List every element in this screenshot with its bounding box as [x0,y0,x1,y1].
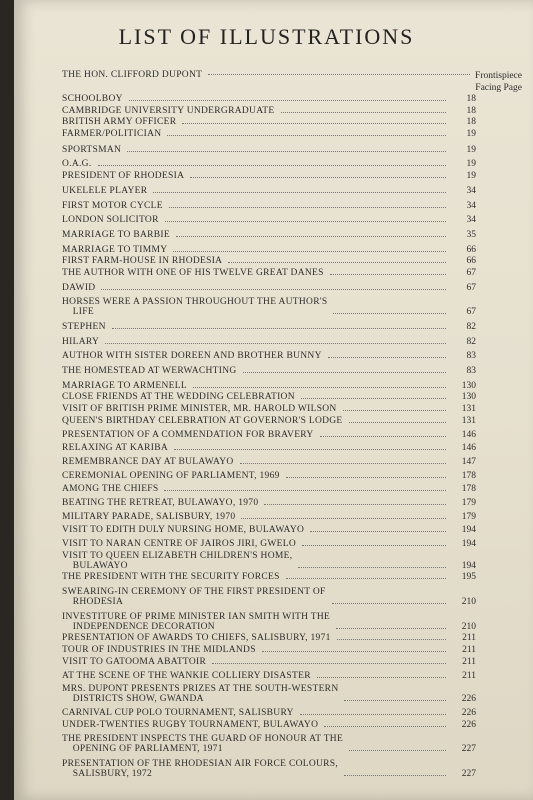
dot-leader [208,74,470,75]
dot-leader [310,531,446,532]
entry-page-number: 178 [461,484,476,495]
entry-page-number: 211 [462,633,476,644]
entry-label: UNDER-TWENTIES RUGBY TOURNAMENT, BULAWAYO [62,719,319,730]
entry-label: VISIT TO QUEEN ELIZABETH CHILDREN'S HOME, BULAWAYO [62,550,293,571]
list-item [62,759,476,779]
entry-page-number: 34 [466,200,476,211]
list-item [62,512,476,522]
entry-page-number: 147 [461,456,476,467]
frontispiece-note [475,70,522,94]
entry-page-number: 227 [461,768,476,779]
entry-page-number: 226 [461,707,476,718]
list-item [62,720,476,730]
entry-page-number: 130 [461,380,476,391]
list-item [62,525,476,535]
dot-leader [336,628,446,629]
page-title: LIST OF ILLUSTRATIONS [118,24,415,49]
entry-label: HORSES WERE A PASSION THROUGHOUT THE AUTHOR'S LIFE [62,297,328,318]
list-item [62,351,476,361]
list-item [62,457,476,467]
entry-page-number: 66 [466,256,476,267]
entry-page-number: 194 [461,539,476,549]
list-item [62,471,476,481]
entry-label: PRESIDENT OF RHODESIA [62,171,185,182]
entry-label: AT THE SCENE OF THE WANKIE COLLIERY DISASTER [62,670,311,681]
dot-leader [228,262,446,263]
entry-page-number: 67 [466,307,476,318]
dot-leader [343,410,446,411]
dot-leader [330,274,446,275]
entry-page-number: 82 [466,336,476,347]
list-item [62,268,476,278]
list-item [62,283,476,293]
entry-label: THE HOMESTEAD AT WERWACHTING [62,366,237,377]
entry-page-number: 211 [462,645,476,656]
dot-leader [193,387,446,388]
entry-page-number: 83 [466,351,476,362]
dot-leader [298,567,446,568]
entry-label: VISIT TO NARAN CENTRE OF JAIROS JIRI, GWELO [62,539,297,549]
dot-leader [190,177,446,178]
entry-label: FIRST FARM-HOUSE IN RHODESIA [62,256,223,267]
list-item [62,708,476,718]
entry-page-number: 18 [466,105,476,116]
list-item [62,256,476,266]
entry-page-number: 211 [462,656,476,667]
entry-label: MRS. DUPONT PRESENTS PRIZES AT THE SOUTH-WESTERN DISTRICTS SHOW, GWANDA [62,684,339,705]
entry-page-number: 34 [466,185,476,196]
dot-leader [164,490,446,491]
entry-page-number: 18 [466,117,476,128]
list-item [62,245,476,255]
entry-label: RELAXING AT KARIBA [62,443,169,454]
dot-leader [105,343,446,344]
frontispiece-page: Frontispiece [475,71,522,81]
entry-page-number: 18 [466,94,476,104]
dot-leader [153,192,446,193]
entry-page-number: 194 [461,560,476,571]
dot-leader [176,236,446,237]
entry-page-number: 131 [461,415,476,426]
list-item [62,297,476,317]
entry-label: THE AUTHOR WITH ONE OF HIS TWELVE GREAT DANES [62,267,324,278]
entry-page-number: 194 [461,525,476,536]
entry-label: O.A.G. [62,159,92,170]
dot-leader [324,726,446,727]
entry-label: STEPHEN [62,322,106,332]
entry-page-number: 211 [462,670,476,681]
list-item [62,186,476,196]
entry-page-number: 131 [461,404,476,415]
list-item [62,230,476,240]
list-item [62,572,476,582]
entry-page-number: 146 [461,429,476,440]
entry-page-number: 179 [461,511,476,522]
list-item [62,106,476,116]
dot-leader [281,112,446,113]
entry-label: FIRST MOTOR CYCLE [62,200,163,211]
dot-leader [127,151,446,152]
entry-label: HILARY [62,336,100,347]
dot-leader [212,663,446,664]
dot-leader [167,135,446,136]
entry-label: AUTHOR WITH SISTER DOREEN AND BROTHER BUNNY [62,351,322,362]
list-item [62,129,476,139]
list-item [62,392,476,402]
entry-page-number: 130 [461,392,476,403]
entry-page-number: 67 [466,282,476,293]
list-item [62,337,476,347]
dot-leader [344,775,446,776]
list-item [62,443,476,453]
entry-page-number: 19 [466,144,476,155]
illustrations-list [62,94,476,779]
dot-leader [300,714,446,715]
list-item [62,159,476,169]
dot-leader [302,545,446,546]
entry-page-number: 210 [461,597,476,608]
list-item [62,430,476,440]
list-item [62,215,476,225]
entry-page-number: 146 [461,443,476,454]
list-item [62,381,476,391]
dot-leader [240,463,446,464]
dot-leader [349,750,446,751]
list-item [62,633,476,643]
entry-page-number: 83 [466,366,476,377]
entry-label: SWEARING-IN CEREMONY OF THE FIRST PRESIDENT OF RHODESIA [62,587,326,608]
list-item [62,94,476,104]
entry-label: BRITISH ARMY OFFICER [62,117,177,128]
entry-page-number: 66 [466,244,476,255]
entry-label: UKELELE PLAYER [62,185,148,196]
dot-leader [349,422,446,423]
frontispiece-entry [62,70,476,80]
entry-label: AMONG THE CHIEFS [62,484,159,495]
entry-page-number: 35 [466,229,476,240]
dot-leader [317,677,446,678]
entry-label: SCHOOLBOY [62,94,123,104]
entry-label: VISIT TO EDITH DULY NURSING HOME, BULAWAYO [62,525,305,536]
list-item [62,734,476,754]
list-item [62,587,476,607]
list-item [62,551,476,571]
entry-label: PRESENTATION OF AWARDS TO CHIEFS, SALISBURY, 1971 [62,633,331,644]
entry-page-number: 226 [461,719,476,730]
dot-leader [243,372,446,373]
entry-page-number: 67 [466,267,476,278]
entry-page-number: 19 [466,171,476,182]
entry-label: CEREMONIAL OPENING OF PARLIAMENT, 1969 [62,470,280,481]
dot-leader [98,165,446,166]
list-item [62,484,476,494]
entry-label: THE PRESIDENT INSPECTS THE GUARD OF HONOUR AT THE OPENING OF PARLIAMENT, 1971 [62,734,344,755]
entry-page-number: 227 [461,744,476,755]
list-item [62,645,476,655]
list-item [62,684,476,704]
dot-leader [337,639,446,640]
dot-leader [262,651,446,652]
dot-leader [101,289,446,290]
entry-label: LONDON SOLICITOR [62,215,159,226]
entry-label: INVESTITURE OF PRIME MINISTER IAN SMITH WITH THE INDEPENDENCE DECORATION [62,611,331,632]
frontispiece-label: THE HON. CLIFFORD DUPONT [62,70,203,80]
list-item [62,498,476,508]
entry-label: FARMER/POLITICIAN [62,129,162,140]
entry-page-number: 34 [466,215,476,226]
entry-page-number: 178 [461,470,476,481]
dot-leader [169,207,446,208]
list-item [62,366,476,376]
entry-label: MARRIAGE TO ARMENELL [62,380,187,391]
dot-leader [332,603,446,604]
dot-leader [165,221,446,222]
list-item [62,612,476,632]
list-item [62,322,476,332]
entry-label: VISIT TO GATOOMA ABATTOIR [62,656,207,667]
entry-label: CAMBRIDGE UNIVERSITY UNDERGRADUATE [62,105,275,116]
dot-leader [328,357,446,358]
dot-leader [301,398,446,399]
entry-page-number: 82 [466,322,476,332]
entry-label: CLOSE FRIENDS AT THE WEDDING CELEBRATION [62,392,295,403]
dot-leader [241,518,446,519]
list-item [62,539,476,549]
list-item [62,671,476,681]
facing-page-header: Facing Page [475,83,522,93]
dot-leader [173,251,446,252]
entry-label: REMEMBRANCE DAY AT BULAWAYO [62,456,234,467]
dot-leader [344,700,446,701]
dot-leader [286,578,446,579]
entry-label: PRESENTATION OF THE RHODESIAN AIR FORCE COLOURS, SALISBURY, 1972 [62,758,339,779]
list-item [62,404,476,414]
entry-page-number: 195 [461,572,476,583]
entry-label: DAWID [62,282,96,293]
list-item [62,117,476,127]
entry-page-number: 226 [461,694,476,705]
dot-leader [286,477,446,478]
entry-page-number: 19 [466,159,476,170]
dot-leader [320,436,446,437]
list-item [62,201,476,211]
entry-label: MILITARY PARADE, SALISBURY, 1970 [62,511,236,522]
entry-label: QUEEN'S BIRTHDAY CELEBRATION AT GOVERNOR'S LODGE [62,415,343,426]
entry-label: PRESENTATION OF A COMMENDATION FOR BRAVERY [62,429,314,440]
dot-leader [264,504,446,505]
entry-label: SPORTSMAN [62,144,122,155]
entry-page-number: 210 [461,621,476,632]
entry-label: THE PRESIDENT WITH THE SECURITY FORCES [62,572,280,583]
entry-label: TOUR OF INDUSTRIES IN THE MIDLANDS [62,645,256,656]
dot-leader [112,328,446,329]
entry-label: CARNIVAL CUP POLO TOURNAMENT, SALISBURY [62,707,294,718]
entry-label: VISIT OF BRITISH PRIME MINISTER, MR. HAROLD WILSON [62,404,337,415]
list-item [62,657,476,667]
entry-label: BEATING THE RETREAT, BULAWAYO, 1970 [62,497,259,508]
entry-label: MARRIAGE TO BARBIE [62,229,170,240]
list-item [62,171,476,181]
list-item [62,145,476,155]
entry-page-number: 19 [466,129,476,140]
entry-page-number: 179 [461,497,476,508]
dot-leader [174,449,446,450]
entry-label: MARRIAGE TO TIMMY [62,244,168,255]
dot-leader [182,123,446,124]
dot-leader [129,100,446,101]
dot-leader [333,313,446,314]
list-item [62,416,476,426]
